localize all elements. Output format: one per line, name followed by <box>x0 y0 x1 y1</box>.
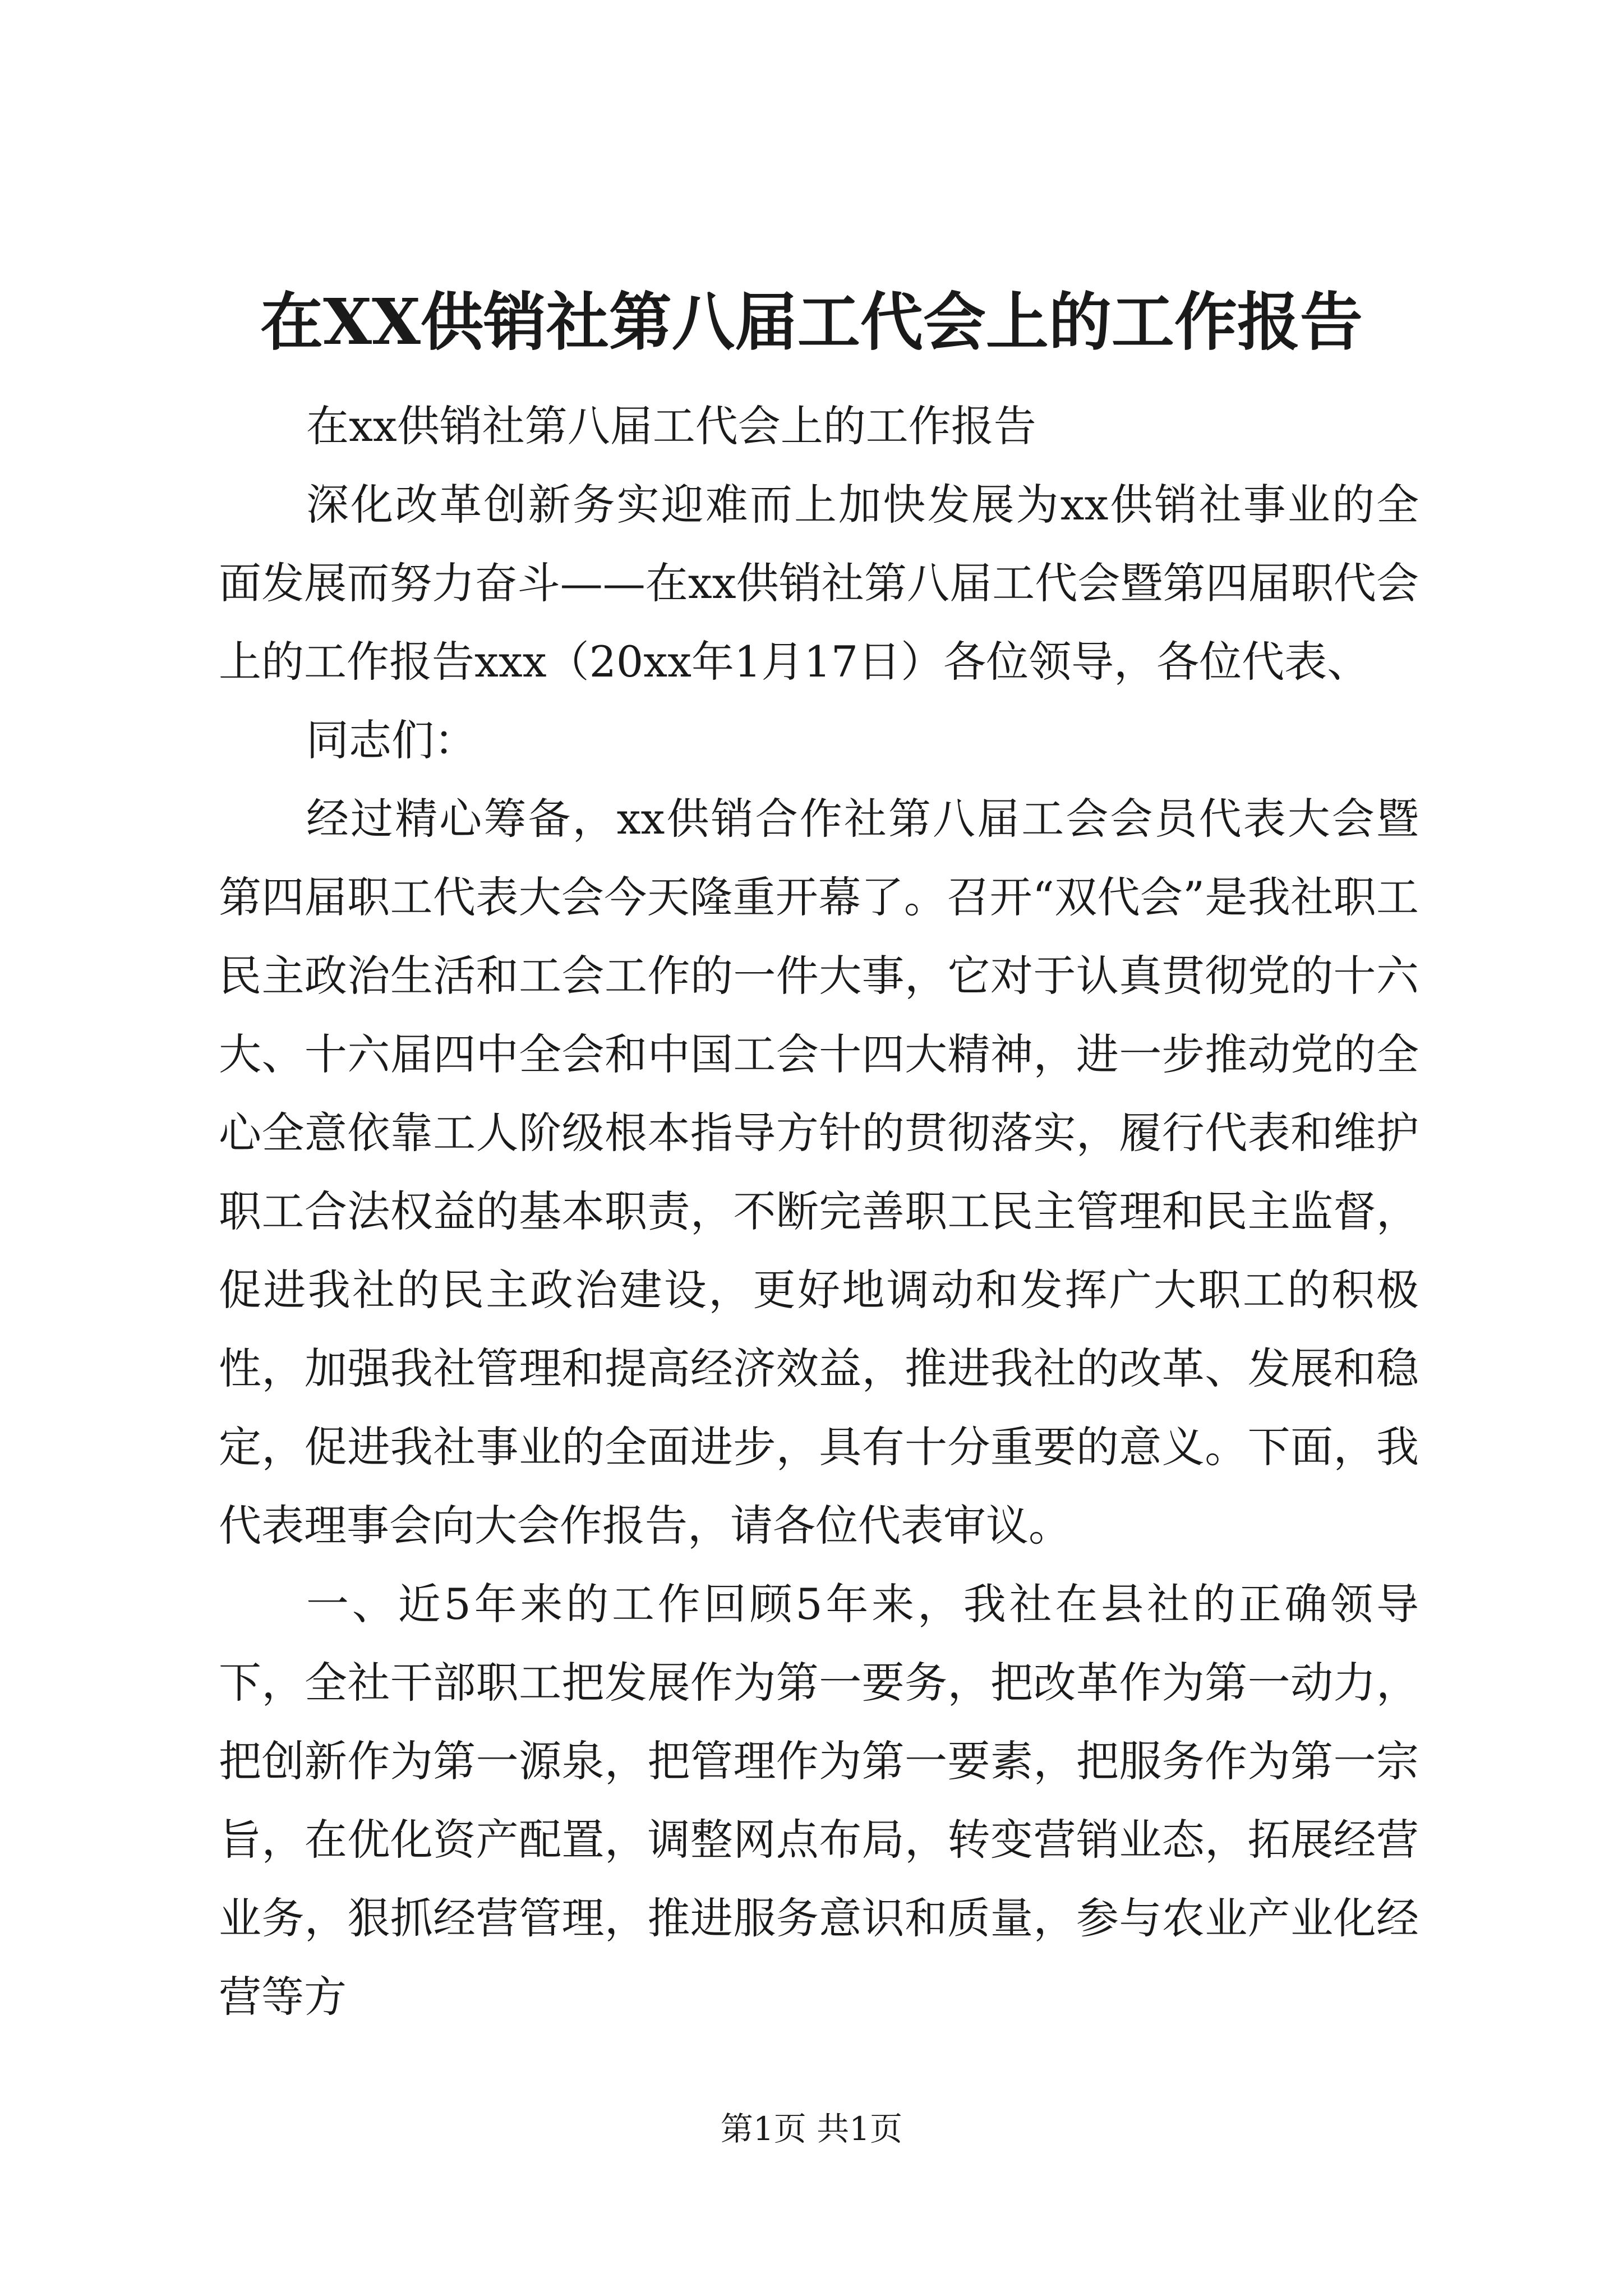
document-title: 在XX供销社第八届工代会上的工作报告 <box>260 286 1363 359</box>
paragraph-review: 一、近5年来的工作回顾5年来，我社在县社的正确领导下，全社干部职工把发展作为第一要务，把改革作为第一动力，把创新作为第一源泉，把管理作为第一要素，把服务作为第一宗旨，在优化资产配置，调整网点布局，转变营销业态，拓展经营业务，狠抓经营管理，推进服务意识和质量，参与农业产业化经营等方 <box>219 1579 1419 2022</box>
document-body <box>219 387 1419 2036</box>
page-footer: 第1页 共1页 <box>720 2110 903 2148</box>
paragraph-heading: 深化改革创新务实迎难而上加快发展为xx供销社事业的全面发展而努力奋斗——在xx供销社第八届工代会暨第四届职代会上的工作报告xxx（20xx年1月17日）各位领导，各位代表、 <box>219 480 1419 687</box>
paragraph-opening: 经过精心筹备，xx供销合作社第八届工会会员代表大会暨第四届职工代表大会今天隆重开幕了。召开“双代会”是我社职工民主政治生活和工会工作的一件大事，它对于认真贯彻党的十六大、十六届四中全会和中国工会十四大精神，进一步推动党的全心全意依靠工人阶级根本指导方针的贯彻落实，履行代表和维护职工合法权益的基本职责，不断完善职工民主管理和民主监督，促进我社的民主政治建设，更好地调动和发挥广大职工的积极性，加强我社管理和提高经济效益，推进我社的改革、发展和稳定，促进我社事业的全面进步，具有十分重要的意义。下面，我代表理事会向大会作报告，请各位代表审议。 <box>219 794 1419 1550</box>
paragraph-subtitle: 在xx供销社第八届工代会上的工作报告 <box>306 401 1036 451</box>
paragraph-salutation: 同志们： <box>306 715 477 765</box>
